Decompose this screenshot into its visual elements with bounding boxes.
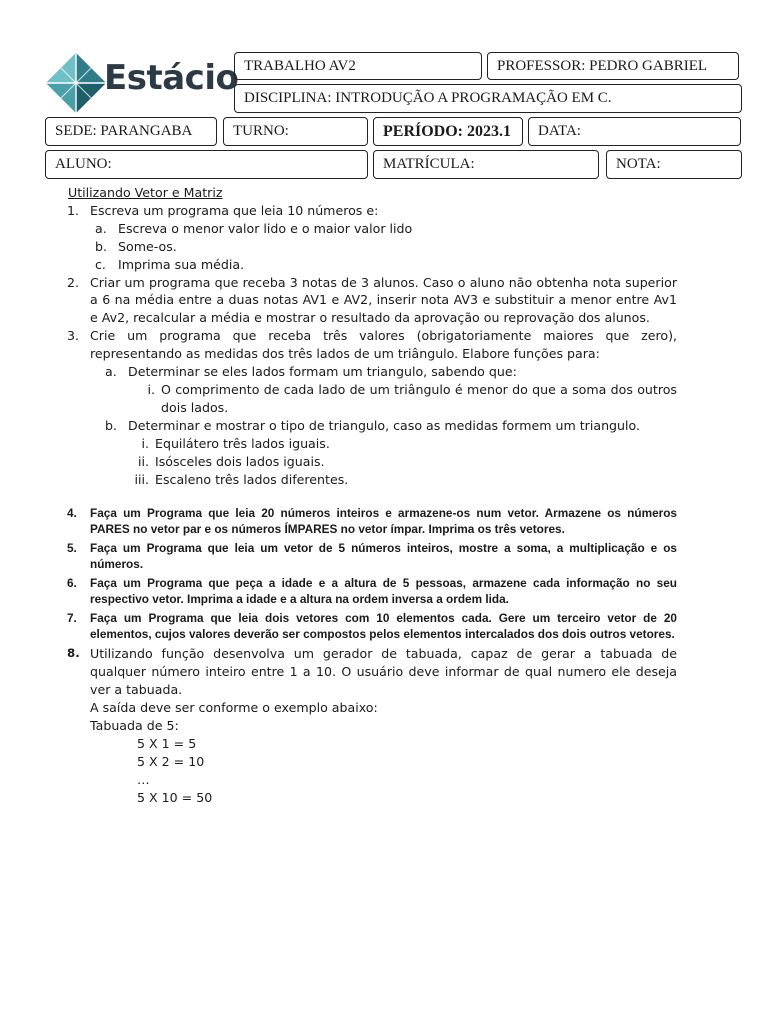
example-line: 5 X 1 = 5 (137, 735, 197, 751)
question-3-item-a: a. Determinar se eles lados formam um triangulo, sabendo que: (105, 364, 517, 380)
question-1: 1. Escreva um programa que leia 10 números e: (67, 202, 379, 218)
turno-field[interactable]: TURNO: (223, 117, 368, 146)
question-1-item: b. Some-os. (95, 238, 177, 254)
exercise-list (67, 184, 677, 807)
example-title: Tabuada de 5: (90, 718, 179, 734)
sede-field: SEDE: PARANGABA (45, 117, 217, 146)
nota-field[interactable]: NOTA: (606, 150, 742, 179)
question-1-item: c. Imprima sua média. (95, 256, 245, 272)
question-3-item-b-sub: iii. Escaleno três lados diferentes. (134, 471, 349, 487)
question-3-item-b-sub: i. Equilátero três lados iguais. (141, 435, 330, 451)
question-3-item-b: b. Determinar e mostrar o tipo de triangulo, caso as medidas formem um triangulo. (105, 417, 641, 433)
logo-diamond-icon (45, 52, 107, 114)
question-8-output-note: A saída deve ser conforme o exemplo abaixo: (90, 700, 378, 716)
example-line: 5 X 10 = 50 (137, 789, 213, 805)
example-line: … (137, 771, 150, 787)
question-3: 3. Crie um programa que receba três valores (obrigatoriamente maiores que zero), representando as medidas dos três lados de um triângulo. Elabore funções para: (67, 328, 677, 362)
question-3-item-b-sub: ii. Isósceles dois lados iguais. (137, 453, 325, 469)
question-2: 2. Criar um programa que receba 3 notas de 3 alunos. Caso o aluno não obtenha nota superior a 6 na média entre a duas notas AV1 e AV2, inserir nota AV3 e substituir a menor entre Av1 e Av2, recalcular a média e mostrar o resultado da aprovação ou reprovação dos alunos. (67, 274, 677, 326)
question-4: 4. Faça um Programa que leia 20 números inteiros e armazene-os num vetor. Armazene os números PARES no vetor par e os números ÍMPARES no vetor ímpar. Imprima os três vetores. (67, 506, 677, 537)
section-title: Utilizando Vetor e Matriz (68, 185, 223, 200)
question-7: 7. Faça um Programa que leia dois vetores com 10 elementos cada. Gere um terceiro vetor de 20 elementos, cujos valores deverão ser compostos pelos elementos intercalados dos dois outros vetores. (67, 611, 677, 642)
question-8: 8. Utilizando função desenvolva um gerador de tabuada, capaz de gerar a tabuada de qualquer número inteiro entre 1 a 10. O usuário deve informar de qual numero ele deseja ver a tabuada. (67, 646, 677, 698)
question-5: 5. Faça um Programa que leia um vetor de 5 números inteiros, mostre a soma, a multiplicação e os números. (67, 541, 677, 572)
disciplina-field: DISCIPLINA: INTRODUÇÃO A PROGRAMAÇÃO EM C. (234, 84, 742, 113)
periodo-field: PERÍODO: 2023.1 (373, 117, 523, 146)
trabalho-field: TRABALHO AV2 (234, 52, 482, 80)
logo-text: Estácio (104, 58, 239, 98)
data-field[interactable]: DATA: (528, 117, 741, 146)
aluno-field[interactable]: ALUNO: (45, 150, 368, 179)
professor-field: PROFESSOR: PEDRO GABRIEL (487, 52, 739, 80)
question-3-item-a-i: i. O comprimento de cada lado de um triângulo é menor do que a soma dos outros dois lados. (147, 381, 677, 415)
question-1-item: a. Escreva o menor valor lido e o maior valor lido (95, 220, 413, 236)
matricula-field[interactable]: MATRÍCULA: (373, 150, 599, 179)
question-6: 6. Faça um Programa que peça a idade e a altura de 5 pessoas, armazene cada informação no seu respectivo vetor. Imprima a idade e a altura na ordem inversa a ordem lida. (67, 576, 677, 607)
example-line: 5 X 2 = 10 (137, 753, 205, 769)
